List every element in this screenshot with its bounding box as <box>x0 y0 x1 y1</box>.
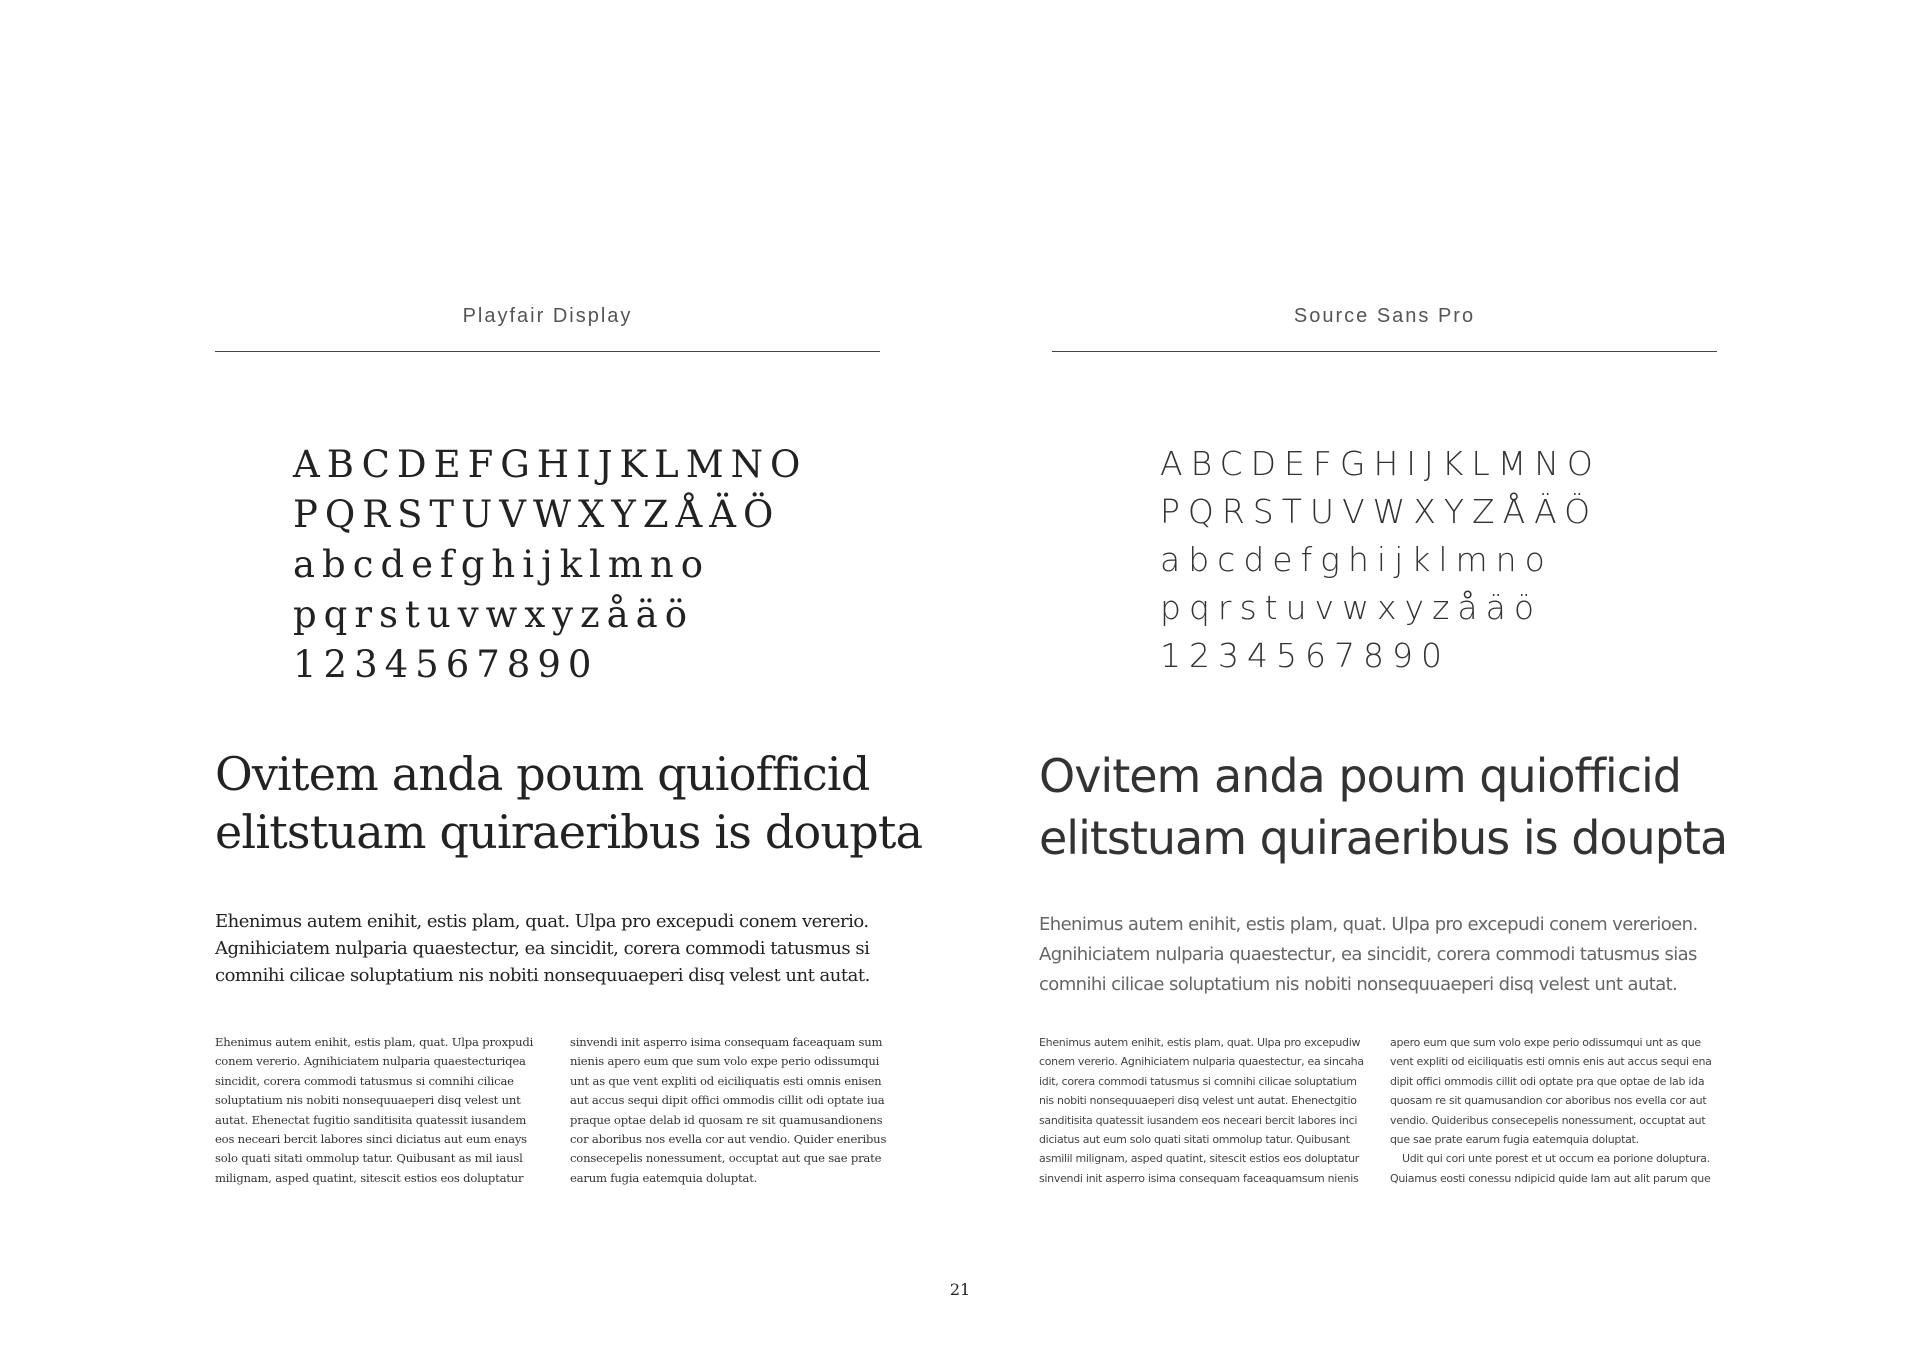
headline-line-2: elitstuam quiraeribus is doupta <box>215 805 923 859</box>
glyph-specimen <box>1160 440 1601 680</box>
page-number: 21 <box>949 1280 971 1299</box>
specimen-uppercase-line-1: ABCDEFGHIJKLMNO <box>1160 444 1601 483</box>
divider-rule <box>215 351 880 352</box>
specimen-uppercase-line-2: PQRSTUVWXYZÅÄÖ <box>1160 492 1599 531</box>
headline-line-2: elitstuam quiraeribus is doupta <box>1039 811 1728 865</box>
body-text-column-2 <box>1390 1033 1720 1188</box>
body-text-column-1 <box>215 1033 545 1188</box>
lead-paragraph: Ehenimus autem enihit, estis plam, quat. Ulpa pro excepudi conem vererioen. Agnihiciatem nulparia quaestectur, ea sincidit, corera commodi tatusmus sias comnihi cilicae soluptatium nis nobiti nonsequuaeperi disq velest unt autat. <box>1039 914 1698 995</box>
font-name-heading: Playfair Display <box>462 305 633 327</box>
headline-line-1: Ovitem anda poum quiofficid <box>215 747 870 801</box>
body-paragraph: apero eum que sum volo expe perio odissumqui unt as que vent expliti od eiciliquatis esti omnis enis aut accus sequi ena dipit offici ommodis cillit odi optate pra que optae de lab ida quosam re sit quamusandion cor aboribus nos evella cor aut vendio. Quideribus consecepelis nonessument, occuptat aut que sae prate earum fugia eatemquia doluptat. <box>1390 1036 1712 1147</box>
specimen-uppercase-line-2: PQRSTUVWXYZÅÄÖ <box>293 493 781 536</box>
specimen-lowercase-line-1: abcdefghijklmno <box>1160 540 1553 579</box>
body-text-column-1 <box>1039 1033 1369 1188</box>
body-paragraph: Ehenimus autem enihit, estis plam, quat. Ulpa pro excepudiw conem vererio. Agnihiciatem nulparia quaestectur, ea sincaha idit, corera commodi tatusmus si comnihi cilicae soluptatium nis nobiti nonsequuaeperi disq velest unt autat. Ehenectgitio sanditisita quatessit iusandem eos neceari bercit labores inci diciatus aut eum solo quati sitati ommolup tatur. Quibusant asmilil milignam, asped quatint, sitescit estios eos doluptatur sinvendi init asperro isima consequam faceaquamsum nienis <box>1039 1036 1364 1185</box>
glyph-specimen <box>293 440 807 690</box>
specimen-uppercase-line-1: ABCDEFGHIJKLMNO <box>293 443 808 486</box>
sample-headline <box>215 745 935 861</box>
body-paragraph: sinvendi init asperro isima consequam faceaquam sum nienis apero eum que sum volo expe perio odissumqui unt as que vent expliti od eiciliquatis esti omnis enisen aut accus sequi dipit offici ommodis cillit odi optate iua praque optae delab id quosam re sit quamusandionens cor aboribus nos evella cor aut vendio. Quider eneribus consecepelis nonessument, occuptat aut que sae prate earum fugia eatemquia doluptat. <box>570 1035 887 1185</box>
divider-rule <box>1052 351 1717 352</box>
sample-headline <box>1039 745 1759 869</box>
font-name-heading: Source Sans Pro <box>1293 305 1476 327</box>
specimen-lowercase-line-2: pqrstuvwxyzåäö <box>1160 588 1543 627</box>
specimen-digits: 1234567890 <box>1160 636 1450 675</box>
specimen-lowercase-line-1: abcdefghijklmno <box>293 543 711 586</box>
headline-line-1: Ovitem anda poum quiofficid <box>1039 749 1681 803</box>
specimen-digits: 1234567890 <box>293 643 599 686</box>
body-paragraph: Udit qui cori unte porest et ut occum ea porione doluptura. Quiamus eosti conessu ndipicid quide lam aut alit parum que <box>1390 1152 1711 1185</box>
body-paragraph: Ehenimus autem enihit, estis plam, quat. Ulpa proxpudi conem vererio. Agnihiciatem nulparia quaestecturiqea sincidit, corera commodi tatusmus si comnihi cilicae soluptatium nis nobiti nonsequuaeperi disq velest unt autat. Ehenectat fugitio sanditisita quatessit iusandem eos neceari bercit labores sinci diciatus aut eum enays solo quati sitati ommolup tatur. Quibusant as mil iausl milignam, asped quatint, sitescit estios eos doluptatur <box>215 1035 534 1185</box>
specimen-lowercase-line-2: pqrstuvwxyzåäö <box>293 593 694 636</box>
lead-paragraph: Ehenimus autem enihit, estis plam, quat. Ulpa pro excepudi conem vererio. Agnihiciatem nulparia quaestectur, ea sincidit, corera commodi tatusmus si comnihi cilicae soluptatium nis nobiti nonsequuaeperi disq velest unt autat. <box>215 911 870 986</box>
body-text-column-2 <box>570 1033 900 1188</box>
